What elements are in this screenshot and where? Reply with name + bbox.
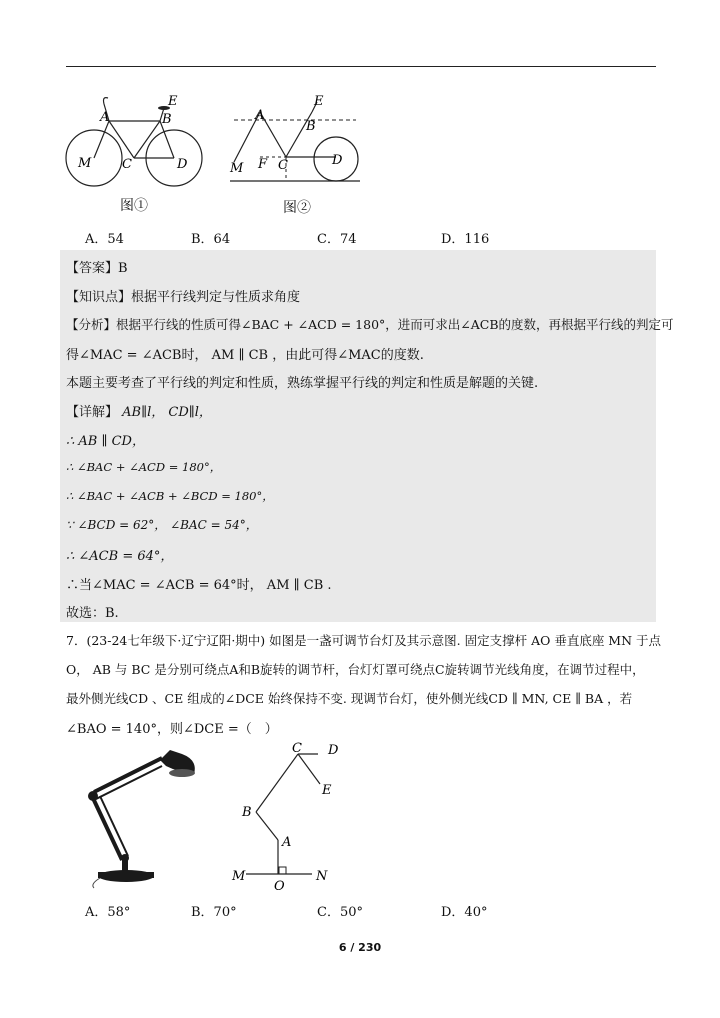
fig2-label-a: A [255,108,265,123]
lamp-schematic [228,740,348,892]
q7-choice-a: A．58° [85,905,131,920]
q6-choice-b: B．64 [191,232,231,247]
fig1-label-b: B [162,112,172,127]
q7-choices [0,901,720,921]
q6-choice-d: D．116 [441,232,490,247]
header-rule [66,66,656,67]
desk-lamp-photo [70,748,210,890]
fig1-label-m: M [78,156,92,171]
schematic-label-o: O [274,879,285,892]
step-5: ∴ ∠ACB = 64°， [66,549,174,564]
schematic-label-b: B [242,805,252,820]
detail-given: AB∥l， CD∥l， [122,405,212,420]
q7-choice-c: C．50° [317,905,363,920]
final-choice: 故选：B. [66,606,119,621]
q7-line-3: 最外侧光线CD 、CE 组成的∠DCE 始终保持不变. 现调节台灯，使外侧光线CD ∥ MN, CE ∥ BA ，若 [66,691,633,706]
step-1: ∴ AB ∥ CD， [66,434,145,449]
fig2-label-f: F [258,157,268,172]
fig2-label-b: B [306,119,316,134]
solution-panel [60,250,656,622]
fig1-label-e: E [168,94,178,109]
q7-line-4: ∠BAO = 140°，则∠DCE =（ ） [66,722,278,737]
fig1-label-d: D [177,157,188,172]
summary-line: 本题主要考查了平行线的判定和性质，熟练掌握平行线的判定和性质是解题的关键. [66,376,539,391]
fig2-label-m: M [230,161,244,176]
step-2: ∴ ∠BAC + ∠ACD = 180°， [66,460,222,474]
analysis-line-1: 【分析】根据平行线的性质可得∠BAC + ∠ACD = 180°，进而可求出∠ACB的度数，再根据平行线的判定可 [66,317,674,332]
q7-line-2: O， AB 与 BC 是分别可绕点A和B旋转的调节杆，台灯灯罩可绕点C旋转调节光线角度，在调节过程中， [66,662,645,677]
answer-line: 【答案】B [66,261,128,276]
fig2-label-e: E [314,94,324,109]
figure-2-schematic [226,92,366,188]
figure-1-bicycle [60,88,210,188]
schematic-label-a: A [282,835,292,850]
knowledge-point: 【知识点】根据平行线判定与性质求角度 [66,290,301,305]
q7-choice-b: B．70° [191,905,237,920]
fig2-label-c: C [278,158,288,173]
q6-choice-a: A．54 [85,232,124,247]
detail-line [66,401,212,420]
figure-2-caption: 图② [283,200,311,216]
figure-1-caption: 图① [120,198,148,214]
step-6: ∴当∠MAC = ∠ACB = 64°时， AM ∥ CB . [66,578,332,593]
q7-line-1: 7．(23-24七年级下·辽宁辽阳·期中) 如图是一盏可调节台灯及其示意图. 固定支撑杆 AO 垂直底座 MN 于点 [66,633,662,648]
detail-head: 【详解】 [66,405,119,420]
analysis-line-2: 得∠MAC = ∠ACB时， AM ∥ CB ，由此可得∠MAC的度数. [66,348,424,363]
schematic-label-n: N [316,869,328,884]
fig1-label-c: C [122,157,132,172]
schematic-label-e: E [322,783,332,798]
fig1-label-a: A [100,110,110,125]
schematic-label-m: M [232,869,246,884]
q6-choice-c: C．74 [317,232,357,247]
q7-choice-d: D．40° [441,905,488,920]
schematic-label-c: C [292,741,302,756]
step-3: ∴ ∠BAC + ∠ACB + ∠BCD = 180°， [66,489,274,503]
step-4: ∵ ∠BCD = 62°， ∠BAC = 54°， [66,518,258,532]
schematic-label-d: D [328,743,339,758]
page-number: 6 / 230 [338,941,382,954]
q6-choices [0,228,720,248]
fig2-label-d: D [332,153,343,168]
